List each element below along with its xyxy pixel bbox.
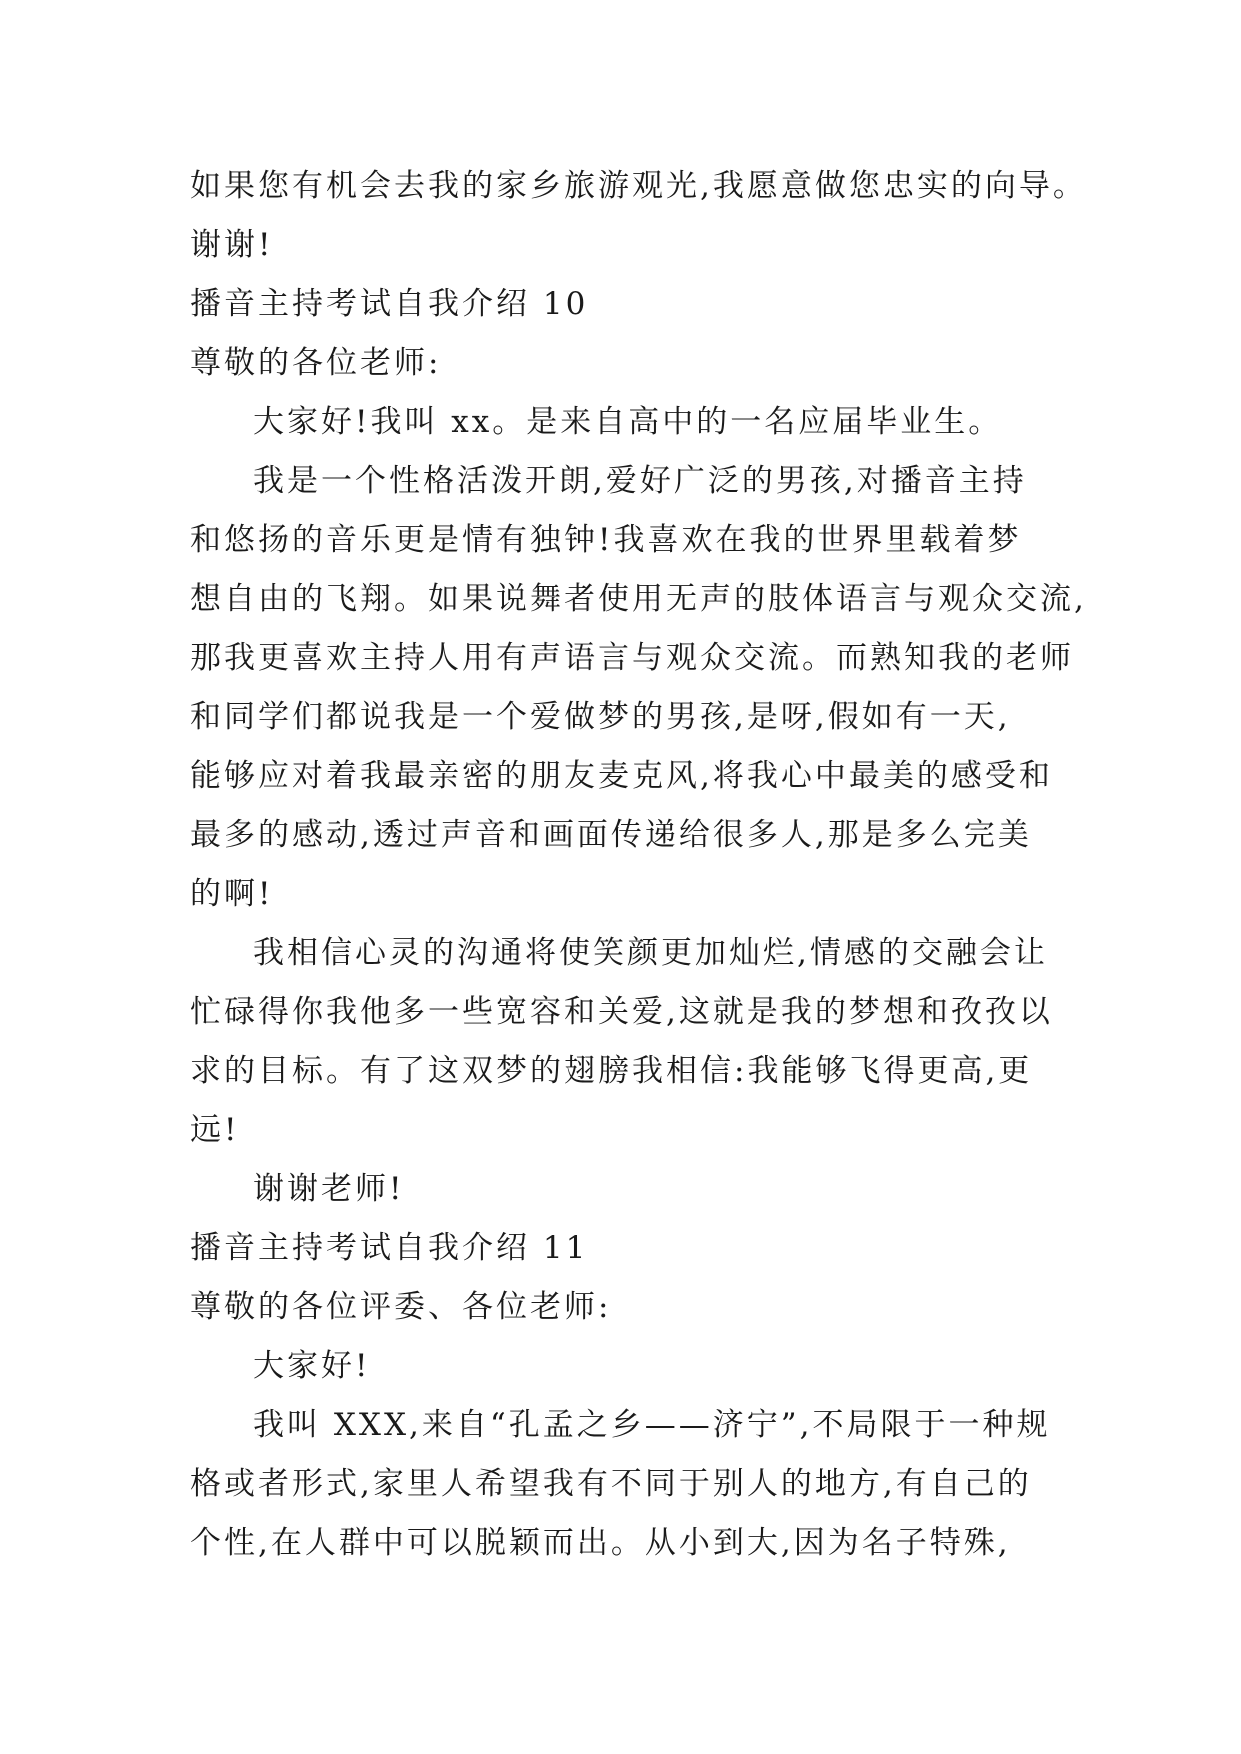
paragraph-line: 和同学们都说我是一个爱做梦的男孩,是呀,假如有一天, [190,699,1011,735]
paragraph-line: 最多的感动,透过声音和画面传递给很多人,那是多么完美 [190,817,1032,853]
paragraph-line: 的啊! [190,876,274,912]
section-title: 播音主持考试自我介绍 10 [190,286,589,322]
paragraph-line: 大家好! [253,1348,371,1384]
paragraph-line: 我叫 XXX,来自“孔孟之乡——济宁”,不局限于一种规 [253,1407,1051,1443]
paragraph-line: 远! [190,1112,240,1148]
section-title: 播音主持考试自我介绍 11 [190,1230,589,1266]
paragraph-line: 和悠扬的音乐更是情有独钟!我喜欢在我的世界里载着梦 [190,522,1022,558]
paragraph-line: 格或者形式,家里人希望我有不同于别人的地方,有自己的 [190,1466,1032,1502]
paragraph-line: 那我更喜欢主持人用有声语言与观众交流。而熟知我的老师 [190,640,1074,676]
paragraph-line: 大家好!我叫 xx。是来自高中的一名应届毕业生。 [253,404,1003,440]
paragraph-line: 如果您有机会去我的家乡旅游观光,我愿意做您忠实的向导。 [190,168,1087,204]
paragraph-line: 个性,在人群中可以脱颖而出。从小到大,因为名子特殊, [190,1525,1011,1561]
paragraph-line: 能够应对着我最亲密的朋友麦克风,将我心中最美的感受和 [190,758,1053,794]
paragraph-line: 我是一个性格活泼开朗,爱好广泛的男孩,对播音主持 [253,463,1027,499]
paragraph-line: 谢谢老师! [253,1171,405,1207]
paragraph-line: 我相信心灵的沟通将使笑颜更加灿烂,情感的交融会让 [253,935,1048,971]
paragraph-line: 求的目标。有了这双梦的翅膀我相信:我能够飞得更高,更 [190,1053,1033,1089]
paragraph-line: 谢谢! [190,227,274,263]
paragraph-line: 想自由的飞翔。如果说舞者使用无声的肢体语言与观众交流, [190,581,1087,617]
salutation: 尊敬的各位评委、各位老师: [190,1289,612,1325]
paragraph-line: 忙碌得你我他多一些宽容和关爱,这就是我的梦想和孜孜以 [190,994,1053,1030]
salutation: 尊敬的各位老师: [190,345,442,381]
